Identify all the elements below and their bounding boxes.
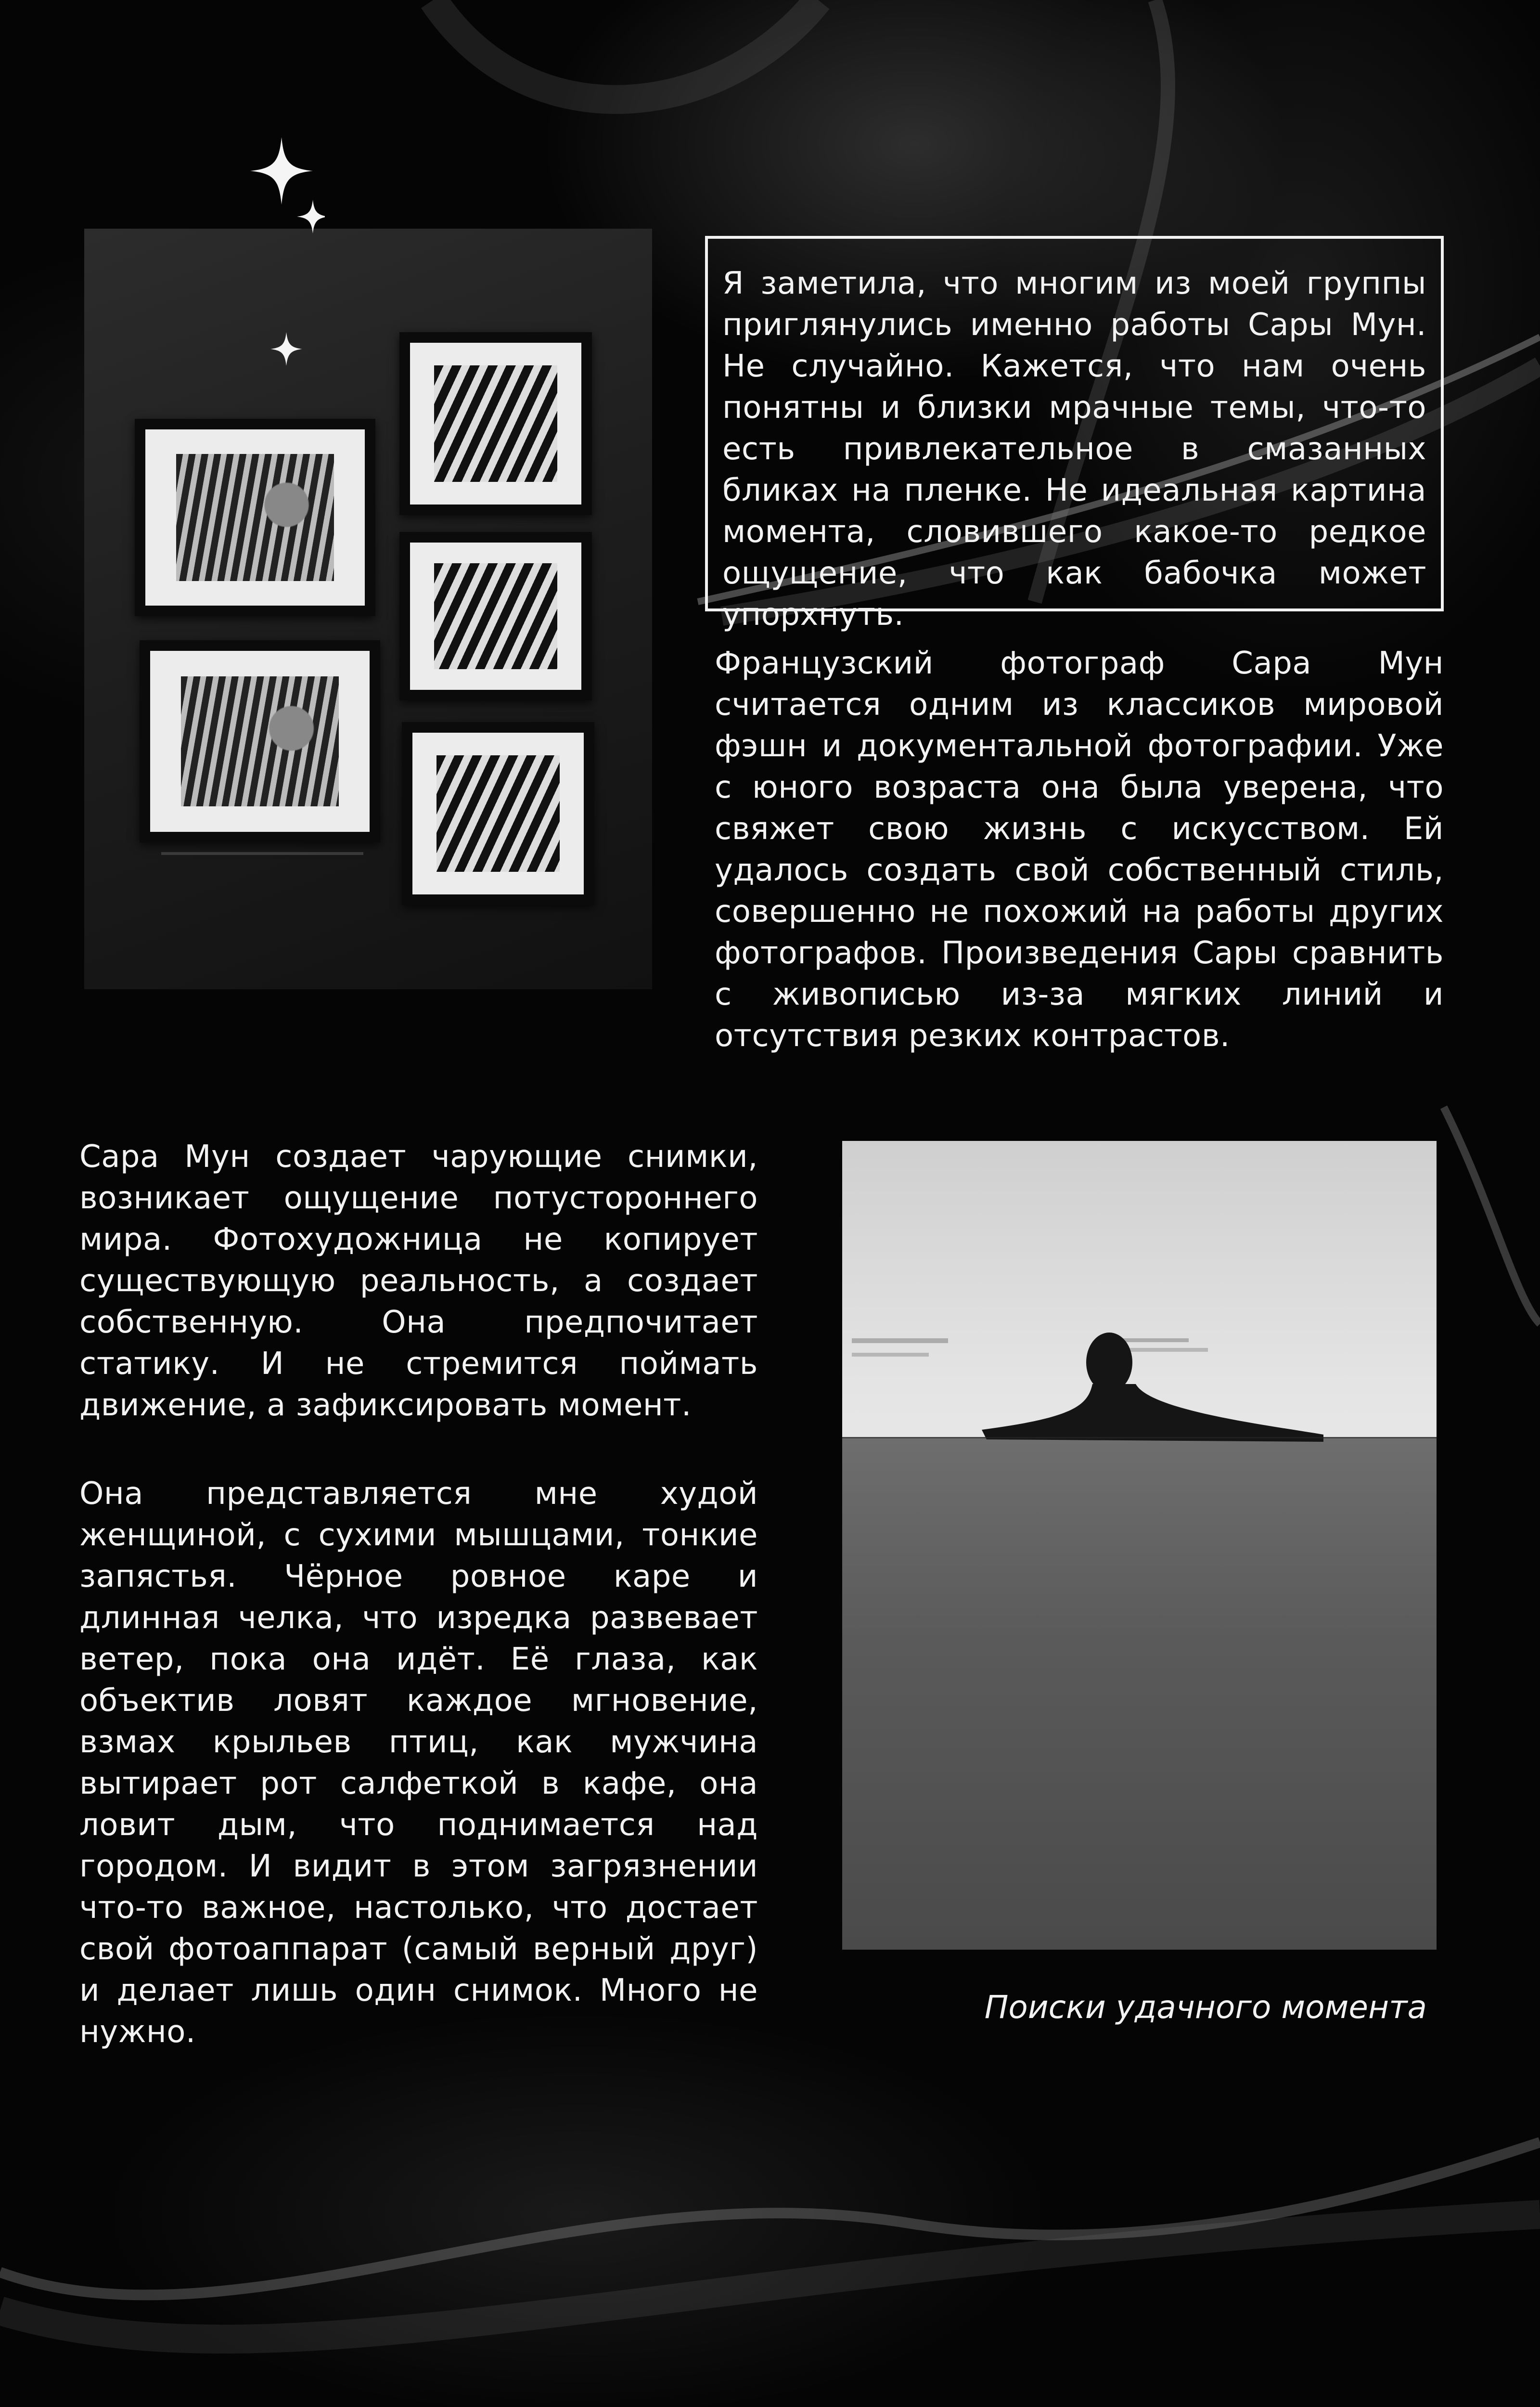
quote-box [705, 236, 1444, 633]
paragraph-imagined-portrait: Она представляется мне худой женщиной, с сухими мышцами, тонкие запястья. Чёрное ровное каре и длинная челка, что изредка развевает ветер, пока она идёт. Её глаза, как объектив ловят каждое мгновение, взмах крыльев птиц, как мужчина вытирает рот салфеткой в кафе, она ловит дым, что поднимается над городом. И видит в этом загрязнении что-то важное, настолько, что достает свой фотоаппарат (самый верный друг) и делает лишь один снимок. Много не нужно. [79, 1476, 758, 2050]
moon-stars-icon [123, 132, 325, 402]
framed-print [399, 332, 592, 515]
silhouette-photo [842, 1141, 1437, 1950]
framed-print [135, 419, 375, 616]
paragraph-other-world: Сара Мун создает чарующие снимки, возникает ощущение потустороннего мира. Фотохудожница не копирует существующую реальность, а создает собственную. Она предпочитает статику. И не стремится поймать движение, а зафиксировать момент. [79, 1139, 758, 1423]
paragraph-about-sarah-moon: Французский фотограф Сара Мун считается одним из классиков мировой фэшн и документальной фотографии. Уже с юного возраста она была уверена, что свяжет свою жизнь с искусством. Ей удалось создать свой собственный стиль, совершенно не похожий на работы других фотографов. Произведения Сары сравнить с живописью из-за мягких линий и отсутствия резких контрастов. [715, 646, 1444, 1054]
photo-caption: Поиски удачного момента [984, 1989, 1427, 2026]
quote-text: Я заметила, что многим из моей группы приглянулись именно работы Сары Мун. Не случайно. Кажется, что нам очень понятны и близки мрачные темы, что-то есть привлекательное в смазанных бликах на пленке. Не идеальная картина момента, словившего какое-то редкое ощущение, что как бабочка может упорхнуть. [722, 266, 1426, 633]
framed-print [402, 722, 594, 905]
framed-print [140, 640, 380, 842]
framed-print [399, 532, 592, 700]
